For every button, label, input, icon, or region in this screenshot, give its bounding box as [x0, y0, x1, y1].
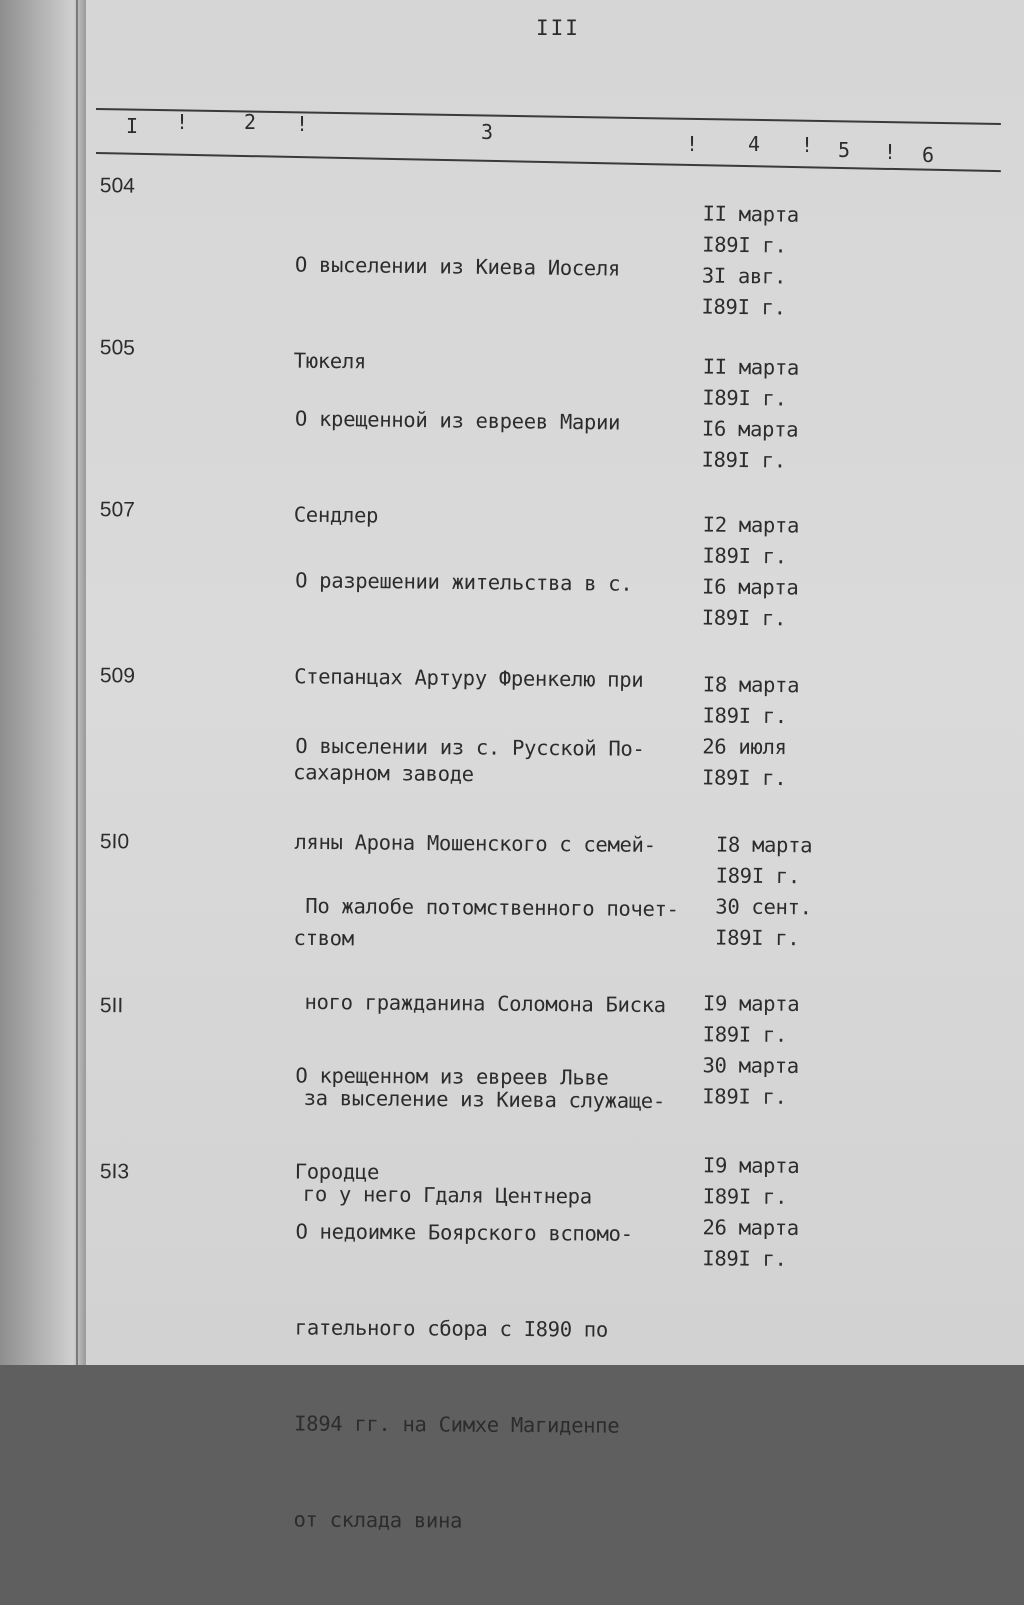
column-header-6: 6	[922, 143, 935, 167]
title-line: О крещенной из евреев Марии	[294, 406, 621, 435]
title-line: О недоимке Боярского вспомо-	[295, 1219, 633, 1246]
date-line: I89I г.	[701, 447, 786, 473]
entry-number: 507	[99, 498, 136, 522]
date-line: I89I г.	[702, 1184, 788, 1209]
title-line: от склада вина	[293, 1507, 463, 1533]
title-line: Сендлер	[293, 502, 379, 528]
entry-number: 505	[99, 336, 136, 360]
title-line: сахарном заводе	[293, 760, 474, 787]
entry-dates	[702, 1150, 799, 1275]
date-line: I89I г.	[702, 1246, 787, 1271]
date-line: I89I г.	[702, 385, 787, 411]
date-line: I9 марта	[702, 991, 800, 1016]
column-separator: !	[296, 112, 309, 136]
entry-number: 5II	[99, 994, 124, 1018]
binding-edge	[76, 0, 78, 1365]
entry-dates	[702, 509, 800, 634]
column-separator: !	[884, 140, 897, 164]
title-line: О разрешении жительства в с.	[295, 568, 633, 596]
title-line: за выселение из Киева служаще-	[303, 1085, 666, 1114]
entry-dates	[702, 988, 799, 1113]
column-header-5: 5	[838, 138, 851, 162]
date-line: I6 марта	[701, 416, 799, 442]
title-line: ляны Арона Мошенского с семей-	[294, 829, 656, 857]
date-line: I9 марта	[702, 1153, 800, 1178]
entry-dates	[715, 829, 812, 954]
title-line: По жалобе потомственного почет-	[305, 893, 679, 922]
entry-dates	[701, 199, 799, 324]
date-line: I89I г.	[701, 765, 787, 791]
date-line: 26 марта	[702, 1215, 799, 1240]
date-line: 3I авг.	[701, 263, 787, 289]
title-line: ного гражданина Соломона Биска	[304, 989, 666, 1018]
entry-number: 504	[99, 174, 136, 198]
title-line: Тюкеля	[293, 348, 367, 374]
date-line: I89I г.	[714, 925, 800, 951]
entry-number: 5I3	[99, 1160, 130, 1184]
title-line: Городце	[294, 1159, 380, 1185]
column-separator: !	[686, 132, 699, 156]
entry-dates	[702, 669, 799, 794]
date-line: II марта	[702, 201, 800, 227]
date-line: II марта	[702, 354, 800, 380]
title-line: гательного сбора с I890 по	[294, 1315, 609, 1342]
date-line: 30 марта	[702, 1053, 799, 1078]
column-header-2: 2	[244, 110, 257, 134]
title-line: го у него Гдаля Центнера	[302, 1181, 592, 1209]
date-line: I89I г.	[702, 1022, 788, 1047]
column-separator: !	[801, 133, 814, 157]
date-line: I89I г.	[701, 294, 786, 320]
column-header-4: 4	[748, 132, 761, 156]
title-line: ством	[293, 925, 354, 951]
document-page	[86, 0, 1024, 1533]
title-line: О выселении из Киева Иоселя	[294, 252, 621, 281]
date-line: I8 марта	[715, 832, 813, 858]
entry-title	[293, 1151, 696, 1602]
entry-number: 509	[99, 664, 136, 688]
title-line: I894 гг. на Симхе Магиденпе	[294, 1411, 620, 1438]
date-line: I89I г.	[702, 543, 787, 569]
column-header-3: 3	[481, 120, 494, 144]
date-line: I89I г.	[715, 863, 801, 889]
column-header-1: I	[126, 114, 139, 138]
date-line: I89I г.	[702, 232, 787, 258]
entry-number: 5I0	[99, 830, 130, 854]
date-line: I8 марта	[702, 672, 800, 698]
title-line: О выселении из с. Русской По-	[295, 733, 645, 761]
date-line: I89I г.	[701, 605, 787, 631]
page-number: III	[536, 16, 580, 40]
date-line: 26 июля	[702, 734, 787, 760]
book-binding	[0, 0, 86, 1365]
date-line: I89I г.	[702, 1084, 787, 1109]
title-line: О крещенном из евреев Льве	[295, 1063, 609, 1090]
column-separator: !	[176, 110, 189, 134]
column-header-row	[86, 0, 1024, 180]
date-line: I2 марта	[702, 512, 800, 538]
entry-dates	[701, 352, 799, 477]
date-line: 30 сент.	[715, 894, 812, 920]
date-line: I89I г.	[702, 703, 787, 729]
title-line: Степанцах Артуру Френкелю при	[294, 664, 644, 692]
date-line: I6 марта	[701, 574, 799, 600]
